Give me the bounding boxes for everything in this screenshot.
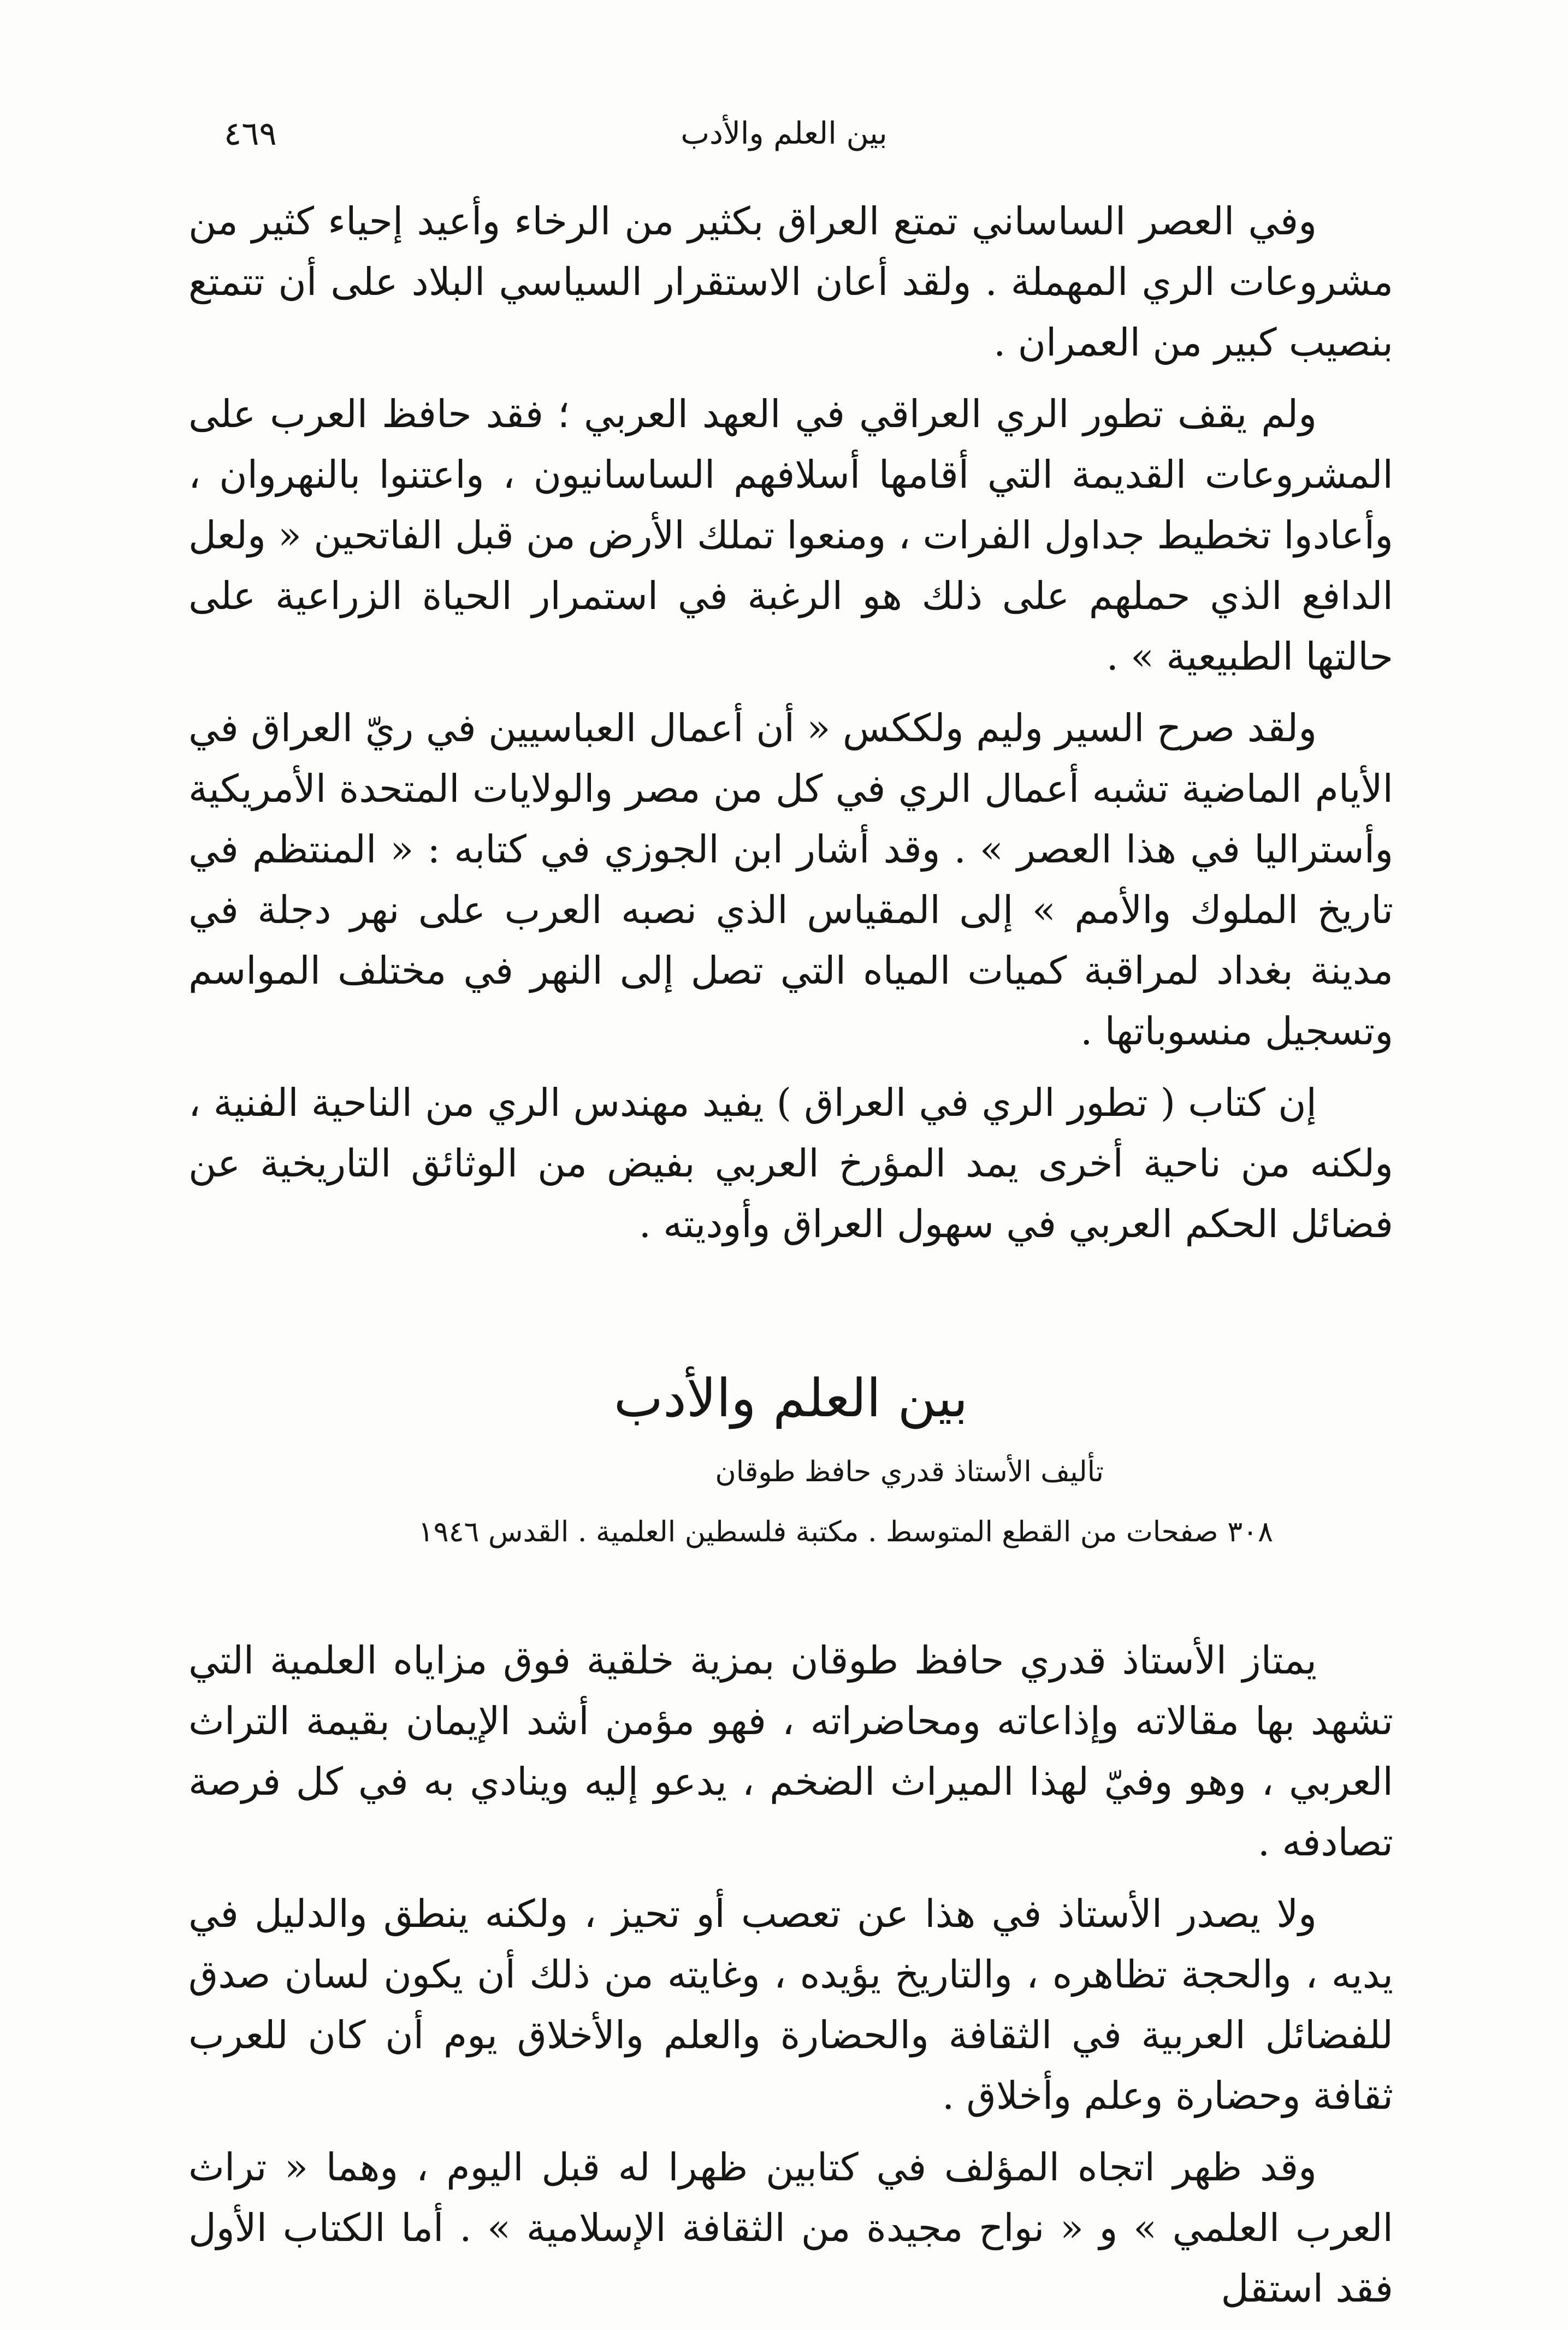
review-author: تأليف الأستاذ قدري حافظ طوقان [715,1456,1104,1488]
review-title: بين العلم والأدب [613,1368,968,1429]
paragraph: ولا يصدر الأستاذ في هذا عن تعصب أو تحيز ، ولكنه ينطق والدليل في يديه ، والحجة تظاهره ، والتاريخ يؤيده ، وغايته من ذلك أن يكون لسان صدق للفضائل العربية في الثقافة والحضارة والعلم والأخلاق يوم أن كان للعرب ثقافة وحضارة وعلم وأخلاق . [188,1891,1393,2118]
paragraph: ولقد صرح السير وليم ولككس « أن أعمال العباسيين في ريّ العراق في الأيام الماضية تشبه أعمال الري في كل من مصر والولايات المتحدة الأمريكية وأستراليا في هذا العصر » . وقد أشار ابن الجوزي في كتابه : « المنتظم في تاريخ الملوك والأمم » إلى المقياس الذي نصبه العرب على نهر دجلة في مدينة بغداد لمراقبة كميات المياه التي تصل إلى النهر في مختلف المواسم وتسجيل منسوباتها . [188,706,1394,1054]
paragraph: ولم يقف تطور الري العراقي في العهد العربي ؛ فقد حافظ العرب على المشروعات القديمة التي أقامها أسلافهم الساسانيون ، واعتنوا بالنهروان ، وأعادوا تخطيط جداول الفرات ، ومنعوا تملك الأرض من قبل الفاتحين « ولعل الدافع الذي حملهم على ذلك هو الرغبة في استمرار الحياة الزراعية على حالتها الطبيعية » . [188,392,1393,679]
page-number: ٤٦٩ [224,115,277,153]
paragraph: وفي العصر الساساني تمتع العراق بكثير من الرخاء وأعيد إحياء كثير من مشروعات الري المهملة . ولقد أعان الاستقرار السياسي البلاد على أن تتمتع بنصيب كبير من العمران . [188,199,1393,365]
paragraph: إن كتاب ( تطور الري في العراق ) يفيد مهندس الري من الناحية الفنية ، ولكنه من ناحية أخرى يمد المؤرخ العربي بفيض من الوثائق التاريخية عن فضائل الحكم العربي في سهول العراق وأوديته . [188,1080,1393,1246]
review-publication-info: ٣٠٨ صفحات من القطع المتوسط . مكتبة فلسطين العلمية . القدس ١٩٤٦ [418,1516,1273,1548]
review-body [188,1630,1393,2330]
paragraph: يمتاز الأستاذ قدري حافظ طوقان بمزية خلقية فوق مزاياه العلمية التي تشهد بها مقالاته وإذاعاته ومحاضراته ، فهو مؤمن أشد الإيمان بقيمة التراث العربي ، وهو وفيّ لهذا الميراث الضخم ، يدعو إليه وينادي به في كل فرصة تصادفه . [188,1638,1393,1865]
review-header [188,1360,1393,1557]
article-continuation [188,191,1393,1265]
paragraph: وقد ظهر اتجاه المؤلف في كتابين ظهرا له قبل اليوم ، وهما « تراث العرب العلمي » و « نواح مجيدة من الثقافة الإسلامية » . أما الكتاب الأول فقد استقل [188,2145,1393,2311]
running-header [191,112,1377,156]
running-title: بين العلم والأدب [681,116,887,151]
